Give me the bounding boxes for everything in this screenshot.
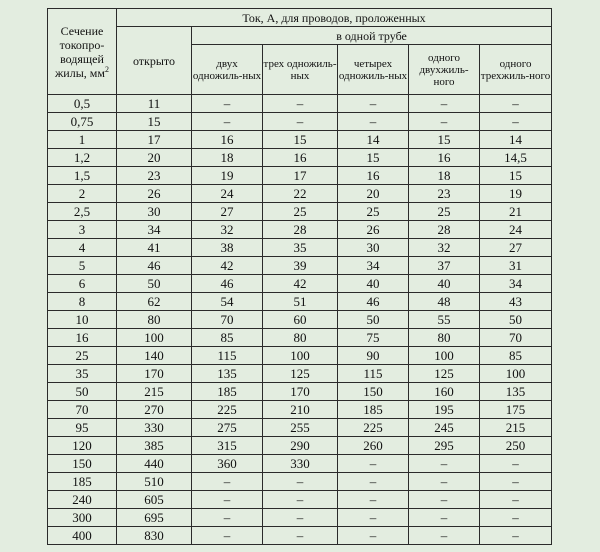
open-cell: 15: [117, 113, 192, 131]
open-cell: 23: [117, 167, 192, 185]
three-single-core-cell: 255: [263, 419, 338, 437]
one-three-core-cell: 175: [480, 401, 552, 419]
one-three-core-cell: 100: [480, 365, 552, 383]
wire-current-table-container: [47, 8, 551, 545]
one-two-core-cell: –: [409, 473, 480, 491]
two-single-core-cell: 16: [192, 131, 263, 149]
three-single-core-cell: 16: [263, 149, 338, 167]
open-cell: 330: [117, 419, 192, 437]
open-cell: 34: [117, 221, 192, 239]
four-single-core-cell: 14: [338, 131, 409, 149]
one-three-core-cell: 43: [480, 293, 552, 311]
one-two-core-cell: –: [409, 95, 480, 113]
three-single-core-cell: 210: [263, 401, 338, 419]
section-cell: 2: [48, 185, 117, 203]
open-cell: 17: [117, 131, 192, 149]
two-single-core-cell: –: [192, 491, 263, 509]
open-header: открыто: [117, 27, 192, 95]
two-single-core-cell: –: [192, 473, 263, 491]
four-single-core-cell: –: [338, 113, 409, 131]
four-single-core-cell: 16: [338, 167, 409, 185]
open-cell: 385: [117, 437, 192, 455]
table-row: [48, 149, 552, 167]
open-cell: 80: [117, 311, 192, 329]
open-cell: 270: [117, 401, 192, 419]
one-three-core-cell: –: [480, 491, 552, 509]
open-cell: 695: [117, 509, 192, 527]
section-cell: 2,5: [48, 203, 117, 221]
one-three-core-cell: 15: [480, 167, 552, 185]
three-single-core-cell: –: [263, 527, 338, 545]
table-row: [48, 491, 552, 509]
one-three-core-cell: 19: [480, 185, 552, 203]
one-three-core-cell: 14: [480, 131, 552, 149]
one-three-core-cell: –: [480, 527, 552, 545]
four-single-core-cell: 50: [338, 311, 409, 329]
one-three-core-cell: 250: [480, 437, 552, 455]
three-single-core-cell: 80: [263, 329, 338, 347]
two-single-core-cell: –: [192, 527, 263, 545]
two-single-core-cell: –: [192, 509, 263, 527]
two-single-core-cell: –: [192, 113, 263, 131]
section-cell: 1,5: [48, 167, 117, 185]
section-header: [48, 9, 117, 95]
one-three-core-cell: –: [480, 113, 552, 131]
three-single-core-cell: –: [263, 491, 338, 509]
four-single-core-cell: 75: [338, 329, 409, 347]
open-cell: 46: [117, 257, 192, 275]
four-single-core-cell: 150: [338, 383, 409, 401]
section-cell: 4: [48, 239, 117, 257]
two-single-core-cell: 18: [192, 149, 263, 167]
one-two-core-cell: –: [409, 527, 480, 545]
two-single-core-cell: 42: [192, 257, 263, 275]
one-two-core-cell: 160: [409, 383, 480, 401]
four-single-core-cell: 25: [338, 203, 409, 221]
one-two-core-cell: 15: [409, 131, 480, 149]
table-row: [48, 473, 552, 491]
table-row: [48, 293, 552, 311]
three-single-core-cell: –: [263, 509, 338, 527]
section-cell: 1,2: [48, 149, 117, 167]
col-header-one-two-core: одного двухжиль-ного: [409, 45, 480, 95]
two-single-core-cell: 70: [192, 311, 263, 329]
four-single-core-cell: –: [338, 473, 409, 491]
three-single-core-cell: 39: [263, 257, 338, 275]
one-three-core-cell: 34: [480, 275, 552, 293]
one-two-core-cell: 55: [409, 311, 480, 329]
table-row: [48, 131, 552, 149]
three-single-core-cell: 22: [263, 185, 338, 203]
in-one-pipe-header: в одной трубе: [192, 27, 552, 45]
table-row: [48, 167, 552, 185]
open-cell: 30: [117, 203, 192, 221]
one-two-core-cell: 40: [409, 275, 480, 293]
one-three-core-cell: 135: [480, 383, 552, 401]
one-two-core-cell: 16: [409, 149, 480, 167]
one-three-core-cell: 27: [480, 239, 552, 257]
three-single-core-cell: 51: [263, 293, 338, 311]
two-single-core-cell: 24: [192, 185, 263, 203]
three-single-core-cell: 290: [263, 437, 338, 455]
open-cell: 830: [117, 527, 192, 545]
three-single-core-cell: 125: [263, 365, 338, 383]
one-two-core-cell: 37: [409, 257, 480, 275]
open-cell: 11: [117, 95, 192, 113]
three-single-core-cell: –: [263, 113, 338, 131]
section-cell: 35: [48, 365, 117, 383]
one-two-core-cell: –: [409, 455, 480, 473]
section-cell: 300: [48, 509, 117, 527]
two-single-core-cell: 225: [192, 401, 263, 419]
one-two-core-cell: 25: [409, 203, 480, 221]
three-single-core-cell: 170: [263, 383, 338, 401]
three-single-core-cell: 42: [263, 275, 338, 293]
three-single-core-cell: –: [263, 95, 338, 113]
three-single-core-cell: 35: [263, 239, 338, 257]
table-row: [48, 329, 552, 347]
three-single-core-cell: 25: [263, 203, 338, 221]
four-single-core-cell: –: [338, 527, 409, 545]
one-three-core-cell: 14,5: [480, 149, 552, 167]
table-row: [48, 401, 552, 419]
one-three-core-cell: –: [480, 473, 552, 491]
one-two-core-cell: 100: [409, 347, 480, 365]
section-cell: 0,5: [48, 95, 117, 113]
open-cell: 20: [117, 149, 192, 167]
section-cell: 8: [48, 293, 117, 311]
four-single-core-cell: 260: [338, 437, 409, 455]
table-row: [48, 113, 552, 131]
current-header: Ток, А, для проводов, проложенных: [117, 9, 552, 27]
table-row: [48, 221, 552, 239]
open-cell: 605: [117, 491, 192, 509]
two-single-core-cell: 32: [192, 221, 263, 239]
open-cell: 140: [117, 347, 192, 365]
one-two-core-cell: 125: [409, 365, 480, 383]
two-single-core-cell: 85: [192, 329, 263, 347]
one-three-core-cell: 215: [480, 419, 552, 437]
table-row: [48, 185, 552, 203]
table-row: [48, 239, 552, 257]
four-single-core-cell: 34: [338, 257, 409, 275]
one-two-core-cell: 23: [409, 185, 480, 203]
one-two-core-cell: 245: [409, 419, 480, 437]
two-single-core-cell: 46: [192, 275, 263, 293]
four-single-core-cell: –: [338, 509, 409, 527]
four-single-core-cell: 15: [338, 149, 409, 167]
open-cell: 62: [117, 293, 192, 311]
one-two-core-cell: 195: [409, 401, 480, 419]
four-single-core-cell: 40: [338, 275, 409, 293]
table-row: [48, 275, 552, 293]
one-two-core-cell: –: [409, 509, 480, 527]
two-single-core-cell: 135: [192, 365, 263, 383]
four-single-core-cell: –: [338, 491, 409, 509]
section-header-text: Сечение токопро-водящей жилы, мм: [55, 23, 105, 80]
two-single-core-cell: 360: [192, 455, 263, 473]
three-single-core-cell: 60: [263, 311, 338, 329]
four-single-core-cell: 185: [338, 401, 409, 419]
section-cell: 185: [48, 473, 117, 491]
four-single-core-cell: 30: [338, 239, 409, 257]
section-cell: 120: [48, 437, 117, 455]
three-single-core-cell: 330: [263, 455, 338, 473]
table-row: [48, 257, 552, 275]
open-cell: 440: [117, 455, 192, 473]
section-cell: 10: [48, 311, 117, 329]
three-single-core-cell: –: [263, 473, 338, 491]
open-cell: 41: [117, 239, 192, 257]
one-two-core-cell: –: [409, 113, 480, 131]
section-cell: 240: [48, 491, 117, 509]
table-row: [48, 203, 552, 221]
col-header-one-three-core: одного трехжиль-ного: [480, 45, 552, 95]
section-cell: 1: [48, 131, 117, 149]
table-row: [48, 527, 552, 545]
section-cell: 70: [48, 401, 117, 419]
two-single-core-cell: 185: [192, 383, 263, 401]
table-body: [48, 95, 552, 545]
three-single-core-cell: 15: [263, 131, 338, 149]
table-row: [48, 509, 552, 527]
section-header-sup: 2: [104, 64, 109, 74]
table-row: [48, 437, 552, 455]
one-three-core-cell: –: [480, 95, 552, 113]
one-two-core-cell: 80: [409, 329, 480, 347]
section-cell: 25: [48, 347, 117, 365]
section-cell: 6: [48, 275, 117, 293]
four-single-core-cell: 20: [338, 185, 409, 203]
two-single-core-cell: 27: [192, 203, 263, 221]
one-two-core-cell: –: [409, 491, 480, 509]
four-single-core-cell: 26: [338, 221, 409, 239]
two-single-core-cell: 115: [192, 347, 263, 365]
three-single-core-cell: 17: [263, 167, 338, 185]
two-single-core-cell: 19: [192, 167, 263, 185]
col-header-two-single-core: двух одножиль-ных: [192, 45, 263, 95]
three-single-core-cell: 28: [263, 221, 338, 239]
open-cell: 26: [117, 185, 192, 203]
two-single-core-cell: 38: [192, 239, 263, 257]
table-row: [48, 347, 552, 365]
four-single-core-cell: 115: [338, 365, 409, 383]
one-three-core-cell: 21: [480, 203, 552, 221]
two-single-core-cell: 315: [192, 437, 263, 455]
table-row: [48, 95, 552, 113]
table-row: [48, 455, 552, 473]
two-single-core-cell: 275: [192, 419, 263, 437]
col-header-four-single-core: четырех одножиль-ных: [338, 45, 409, 95]
four-single-core-cell: –: [338, 95, 409, 113]
open-cell: 100: [117, 329, 192, 347]
one-three-core-cell: 24: [480, 221, 552, 239]
one-two-core-cell: 18: [409, 167, 480, 185]
one-two-core-cell: 28: [409, 221, 480, 239]
open-cell: 510: [117, 473, 192, 491]
table-row: [48, 311, 552, 329]
section-cell: 5: [48, 257, 117, 275]
section-cell: 16: [48, 329, 117, 347]
table-row: [48, 419, 552, 437]
one-two-core-cell: 32: [409, 239, 480, 257]
open-cell: 215: [117, 383, 192, 401]
four-single-core-cell: 46: [338, 293, 409, 311]
one-three-core-cell: 85: [480, 347, 552, 365]
col-header-three-single-core: трех одножиль-ных: [263, 45, 338, 95]
one-three-core-cell: –: [480, 455, 552, 473]
section-cell: 150: [48, 455, 117, 473]
four-single-core-cell: –: [338, 455, 409, 473]
wire-current-table: [47, 8, 552, 545]
one-three-core-cell: 50: [480, 311, 552, 329]
table-row: [48, 365, 552, 383]
four-single-core-cell: 90: [338, 347, 409, 365]
section-cell: 0,75: [48, 113, 117, 131]
four-single-core-cell: 225: [338, 419, 409, 437]
open-cell: 50: [117, 275, 192, 293]
one-two-core-cell: 295: [409, 437, 480, 455]
one-three-core-cell: –: [480, 509, 552, 527]
section-cell: 50: [48, 383, 117, 401]
two-single-core-cell: –: [192, 95, 263, 113]
section-cell: 3: [48, 221, 117, 239]
table-row: [48, 383, 552, 401]
two-single-core-cell: 54: [192, 293, 263, 311]
table-header: [48, 9, 552, 95]
section-cell: 400: [48, 527, 117, 545]
one-two-core-cell: 48: [409, 293, 480, 311]
section-cell: 95: [48, 419, 117, 437]
one-three-core-cell: 70: [480, 329, 552, 347]
three-single-core-cell: 100: [263, 347, 338, 365]
one-three-core-cell: 31: [480, 257, 552, 275]
open-cell: 170: [117, 365, 192, 383]
